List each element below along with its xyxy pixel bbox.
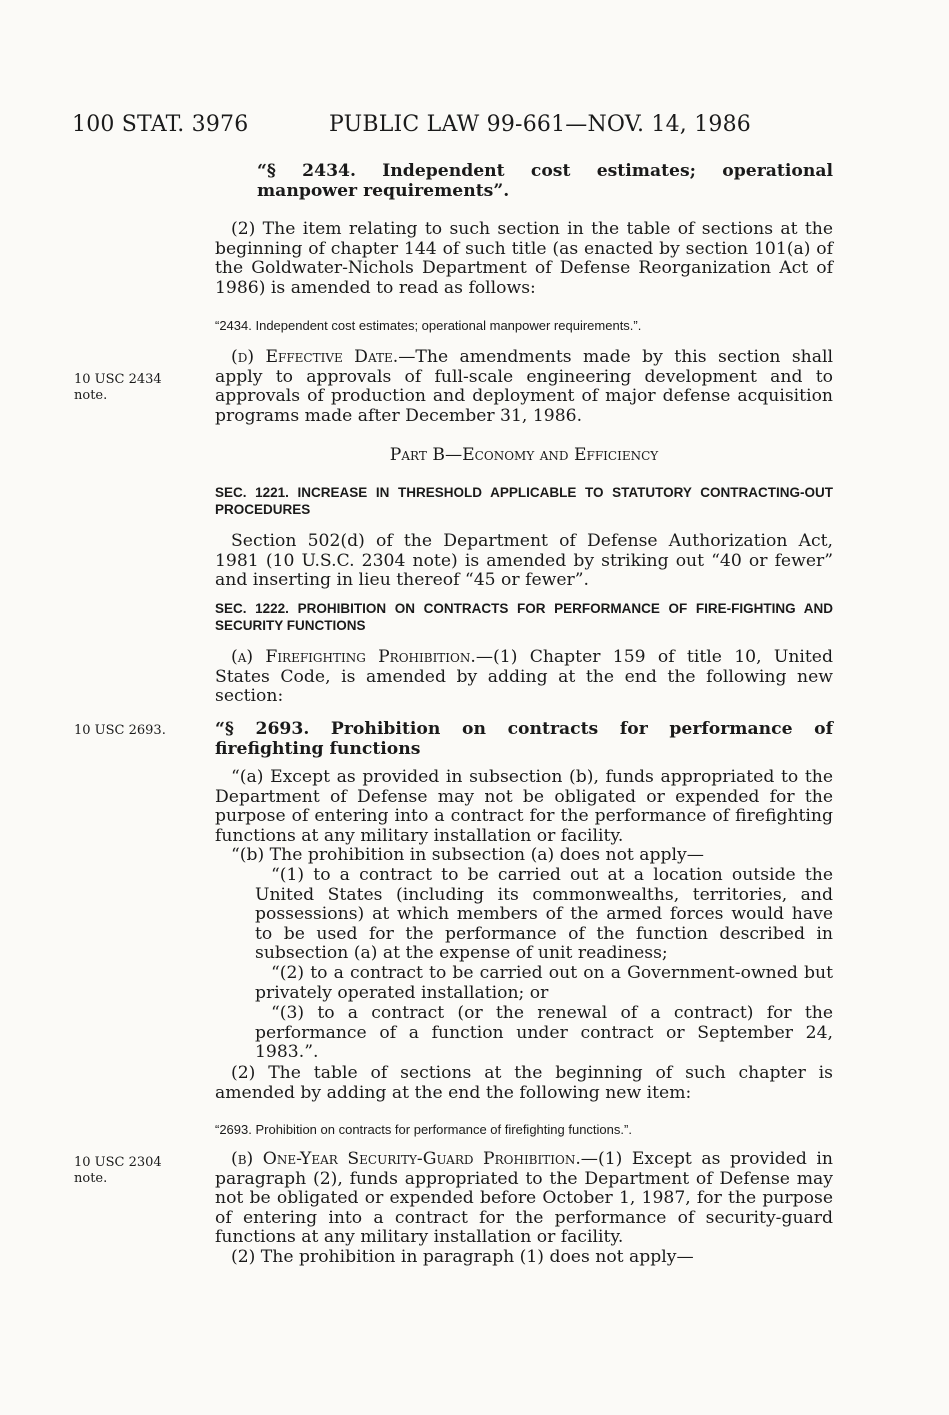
security-guard-text: —(1) Except as provided in paragraph (2), funds appropriated to the Department of Defense may not be obligated or expended before October 1, 1987, for the purpose of entering into a contract for the performance of security-guard functions at any military installation or facility.	[215, 1149, 833, 1248]
security-guard-label: (b) One-Year Security-Guard Prohibition.	[231, 1149, 581, 1169]
section-2693-b1: “(1) to a contract to be carried out at a location outside the United States (including its commonwealths, territories, and possessions) at which members of the armed forces would have to be used for the performance of the function described in subsection (a) at the expense of unit readiness;	[255, 865, 833, 964]
sec-1222-heading: SEC. 1222. PROHIBITION ON CONTRACTS FOR PERFORMANCE OF FIRE-FIGHTING AND SECURITY FUNCTIONS	[215, 601, 833, 633]
firefighting-paragraph	[215, 648, 833, 707]
margin-note-2693: 10 USC 2693.	[74, 723, 166, 738]
margin-note-line: note.	[74, 388, 108, 403]
sec-1221-text: Section 502(d) of the Department of Defense Authorization Act, 1981 (10 U.S.C. 2304 note) is amended by striking out “40 or fewer” and inserting in lieu thereof “45 or fewer”.	[215, 531, 833, 591]
sec-1221-heading: SEC. 1221. INCREASE IN THRESHOLD APPLICABLE TO STATUTORY CONTRACTING-OUT PROCEDURES	[215, 485, 833, 517]
section-2693-b2: “(2) to a contract to be carried out on a Government-owned but privately operated installation; or	[255, 963, 833, 1003]
section-2693-a: “(a) Except as provided in subsection (b), funds appropriated to the Department of Defense may not be obligated or expended for the purpose of entering into a contract for the performance of firefighting functions at any military installation or facility.	[215, 767, 833, 846]
section-2434-heading: “§ 2434. Independent cost estimates; operational manpower requirements”.	[257, 161, 833, 201]
table-item-2693: “2693. Prohibition on contracts for performance of firefighting functions.”.	[215, 1122, 632, 1137]
firefighting-text: —(1) Chapter 159 of title 10, United States Code, is amended by adding at the end the following new section:	[215, 647, 833, 707]
effective-date-paragraph	[215, 348, 833, 426]
part-heading: Part B—Economy and Efficiency	[389, 445, 659, 465]
margin-note-2434	[74, 372, 162, 404]
section-2693-b: “(b) The prohibition in subsection (a) does not apply—	[231, 845, 704, 865]
page-number: 100 STAT. 3976	[72, 112, 249, 137]
table-item-2434: “2434. Independent cost estimates; operational manpower requirements.”.	[215, 318, 642, 333]
margin-note-line: 10 USC 2434	[74, 372, 162, 387]
margin-note-2304	[74, 1155, 162, 1187]
law-title: PUBLIC LAW 99-661—NOV. 14, 1986	[329, 112, 751, 137]
effective-date-text: —The amendments made by this section shall apply to approvals of full-scale engineering development and to approvals of production and deployment of major defense acquisition programs made after December 31, 1986.	[215, 347, 833, 426]
margin-note-line: note.	[74, 1171, 108, 1186]
paragraph-a2: (2) The table of sections at the beginning of such chapter is amended by adding at the end the following new item:	[215, 1063, 833, 1103]
paragraph-c2: (2) The item relating to such section in the table of sections at the beginning of chapter 144 of such title (as enacted by section 101(a) of the Goldwater-Nichols Department of Defense Reorganization Act of 1986) is amended to read as follows:	[215, 219, 833, 298]
section-2693-b3: “(3) to a contract (or the renewal of a contract) for the performance of a function under contract or September 24, 1983.”.	[255, 1003, 833, 1063]
firefighting-label: (a) Firefighting Prohibition.	[231, 647, 476, 667]
margin-note-line: 10 USC 2304	[74, 1155, 162, 1170]
paragraph-b2: (2) The prohibition in paragraph (1) does not apply—	[231, 1247, 694, 1267]
section-2693-heading: “§ 2693. Prohibition on contracts for performance of firefighting functions	[215, 719, 833, 759]
security-guard-paragraph	[215, 1150, 833, 1248]
effective-date-label: (d) Effective Date.	[231, 347, 399, 367]
